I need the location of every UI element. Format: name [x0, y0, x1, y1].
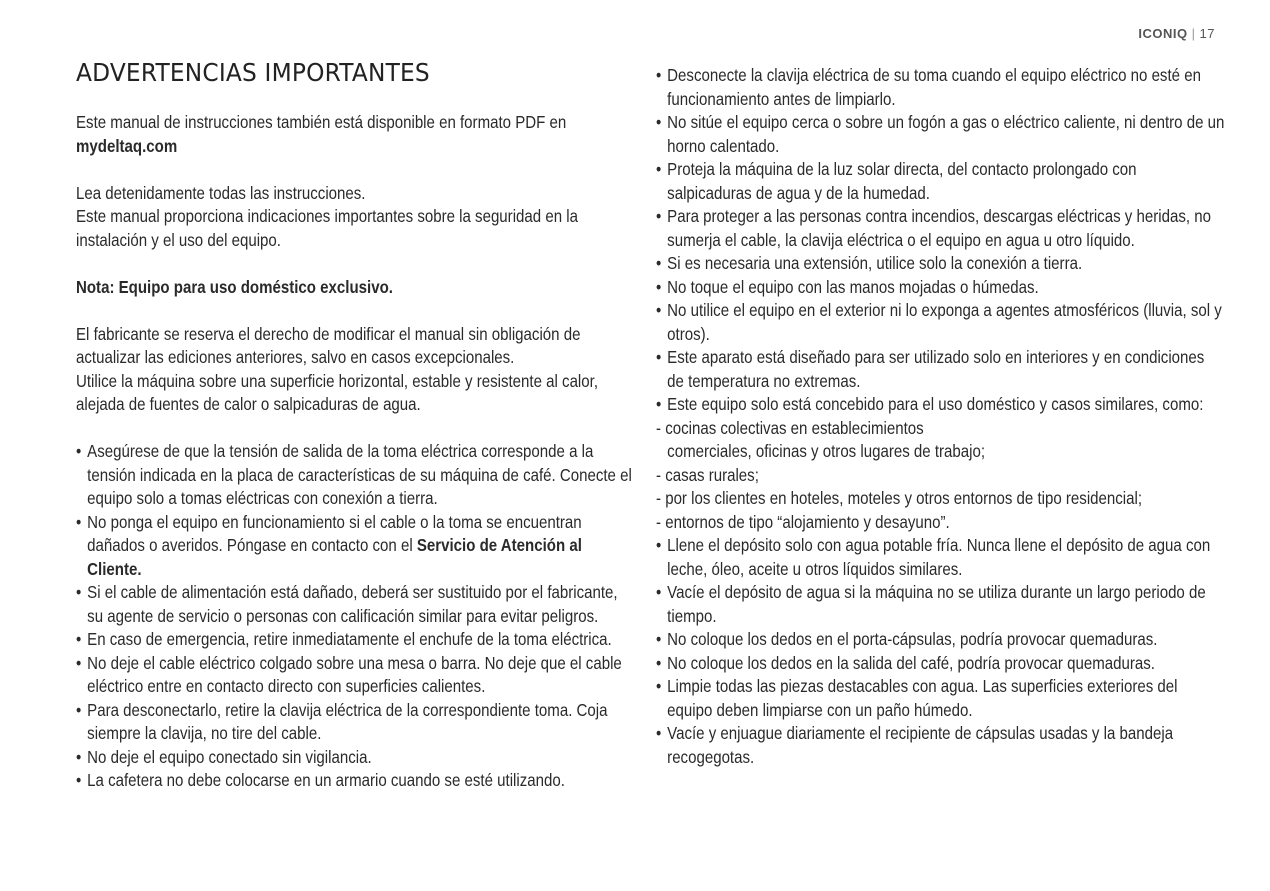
list-item: • En caso de emergencia, retire inmediatamente el enchufe de la toma eléctrica. [76, 628, 635, 652]
right-warning-list-2 [656, 534, 1225, 769]
intro-text: Este manual de instrucciones también está disponible en formato PDF en [76, 112, 567, 132]
list-item: • Si el cable de alimentación está dañado, deberá ser sustituido por el fabricante, su agente de servicio o personas con calificación similar para evitar peligros. [76, 581, 635, 628]
list-item: • Este equipo solo está concebido para el uso doméstico y casos similares, como: [656, 393, 1225, 417]
usage-cases-list [656, 417, 1225, 535]
list-item: - entornos de tipo “alojamiento y desayuno”. [656, 511, 950, 532]
list-item: • Vacíe el depósito de agua si la máquina no se utiliza durante un largo periodo de tiempo. [656, 581, 1225, 628]
list-item: • Desconecte la clavija eléctrica de su toma cuando el equipo eléctrico no esté en funcionamiento antes de limpiarlo. [656, 64, 1225, 111]
list-item-continuation: comerciales, oficinas y otros lugares de trabajo; [667, 441, 986, 461]
list-item: • Este aparato está diseñado para ser utilizado solo en interiores y en condiciones de temperatura no extremas. [656, 346, 1225, 393]
brand-name: ICONIQ [1138, 26, 1188, 41]
list-item: • Para desconectarlo, retire la clavija eléctrica de la correspondiente toma. Coja siempre la clavija, no tire del cable. [76, 699, 635, 746]
read-instructions-line: Lea detenidamente todas las instrucciones. [76, 182, 366, 203]
list-item [76, 511, 635, 582]
list-item: • Limpie todas las piezas destacables con agua. Las superficies exteriores del equipo deben limpiarse con un paño húmedo. [656, 675, 1225, 722]
list-item: • No deje el cable eléctrico colgado sobre una mesa o barra. No deje que el cable eléctrico entre en contacto directo con superficies calientes. [76, 652, 635, 699]
list-item: • Llene el depósito solo con agua potable fría. Nunca llene el depósito de agua con leche, óleo, aceite u otros líquidos similares. [656, 534, 1225, 581]
list-item: • No deje el equipo conectado sin vigilancia. [76, 746, 635, 770]
website-link[interactable]: mydeltaq.com [76, 135, 178, 156]
manufacturer-notice: El fabricante se reserva el derecho de modificar el manual sin obligación de actualizar las ediciones anteriores, salvo en casos excepcionales. [76, 323, 581, 367]
list-item: - casas rurales; [656, 464, 759, 485]
list-item-text: No ponga el equipo en funcionamiento si el cable o la toma se encuentran dañados o averidos. Póngase en contacto con el [87, 511, 582, 555]
list-item: • Proteja la máquina de la luz solar directa, del contacto prolongado con salpicaduras de agua y de la humedad. [656, 158, 1225, 205]
right-warning-list [656, 64, 1225, 417]
domestic-use-note: Nota: Equipo para uso doméstico exclusivo. [76, 276, 393, 297]
list-item: • La cafetera no debe colocarse en un armario cuando se esté utilizando. [76, 769, 635, 793]
left-column [76, 58, 636, 793]
list-item: • Si es necesaria una extensión, utilice solo la conexión a tierra. [656, 252, 1225, 276]
left-warning-list [76, 440, 635, 793]
list-item: • Asegúrese de que la tensión de salida de la toma eléctrica corresponde a la tensión indicada en la placa de características de su máquina de café. Conecte el equipo solo a tomas eléctricas con conexión a tierra. [76, 440, 635, 511]
list-item: • No sitúe el equipo cerca o sobre un fogón a gas o eléctrico caliente, ni dentro de un horno calentado. [656, 111, 1225, 158]
list-item: • No utilice el equipo en el exterior ni lo exponga a agentes atmosféricos (lluvia, sol y otros). [656, 299, 1225, 346]
page-header [1138, 26, 1215, 41]
page-title: ADVERTENCIAS IMPORTANTES [76, 58, 430, 87]
list-item: • No toque el equipo con las manos mojadas o húmedas. [656, 276, 1225, 300]
surface-notice: Utilice la máquina sobre una superficie horizontal, estable y resistente al calor, alejada de fuentes de calor o salpicaduras de agua. [76, 370, 599, 414]
intro-paragraph [76, 111, 635, 158]
right-column [656, 64, 1226, 769]
list-item: • Para proteger a las personas contra incendios, descargas eléctricas y heridas, no sumerja el cable, la clavija eléctrica o el equipo en agua u otro líquido. [656, 205, 1225, 252]
list-item: • No coloque los dedos en el porta-cápsulas, podría provocar quemaduras. [656, 628, 1225, 652]
page-number: 17 [1199, 26, 1215, 41]
list-item: - cocinas colectivas en establecimientos [656, 417, 924, 438]
list-item: • No coloque los dedos en la salida del café, podría provocar quemaduras. [656, 652, 1225, 676]
customer-service-label: Servicio de Atención al Cliente. [87, 535, 582, 579]
safety-line: Este manual proporciona indicaciones importantes sobre la seguridad en la instalación y el uso del equipo. [76, 206, 578, 250]
list-item: - por los clientes en hoteles, moteles y otros entornos de tipo residencial; [656, 488, 1143, 508]
list-item: • Vacíe y enjuague diariamente el recipiente de cápsulas usadas y la bandeja recogegotas. [656, 722, 1225, 769]
header-separator: | [1191, 26, 1196, 41]
